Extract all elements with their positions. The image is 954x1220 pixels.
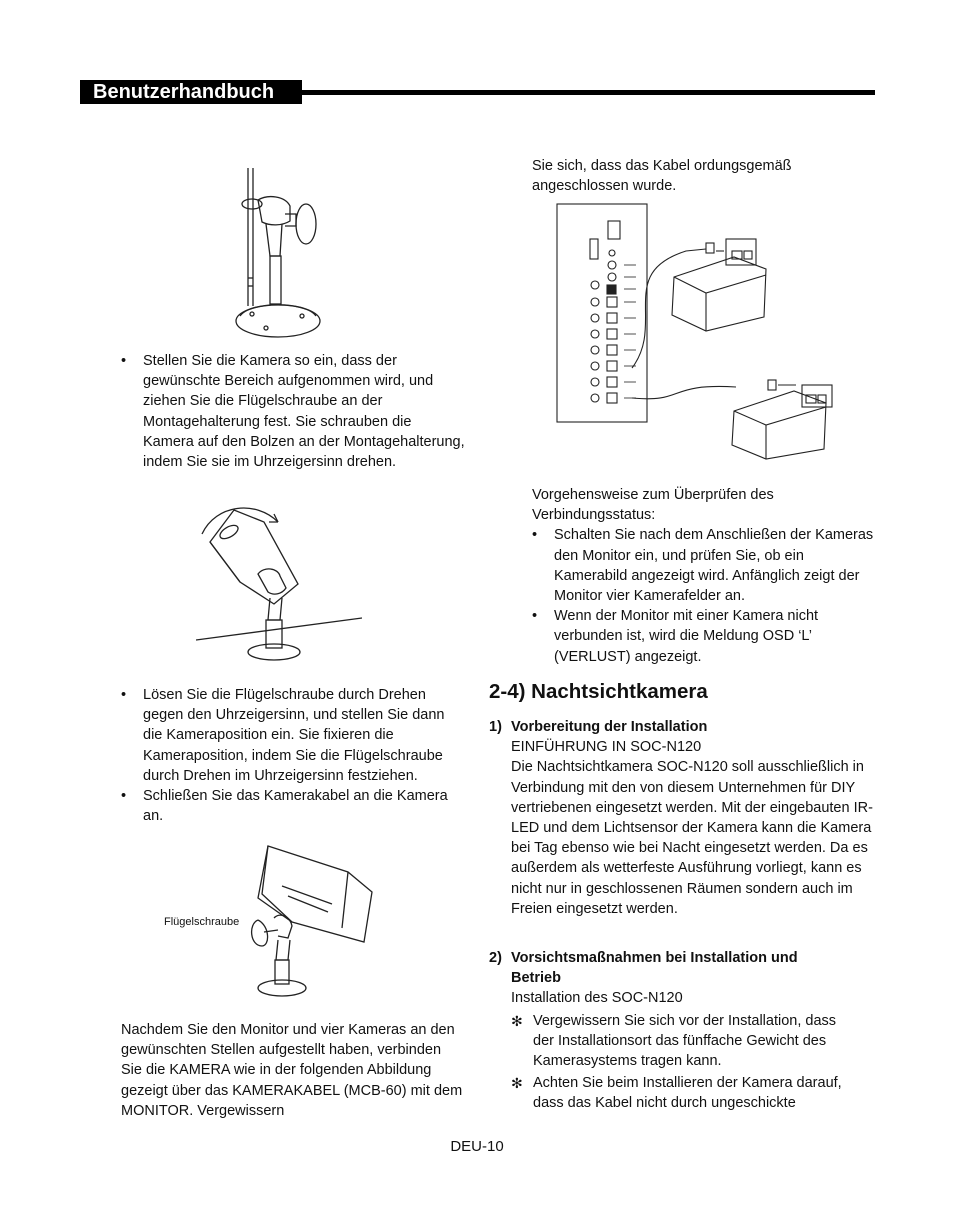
list-item: • Schalten Sie nach dem Anschließen der Kameras den Monitor ein, und prüfen Sie, ob ein Kamerabild angezeigt wird. Anfänglich zeigt der Monitor vier Kamerafelder an. — [532, 525, 877, 606]
cable-check-intro: Sie sich, dass das Kabel ordungsgemäß angeschlossen wurde. — [532, 158, 792, 195]
check-heading: Vorgehensweise zum Überprüfen des Verbindungsstatus: — [532, 487, 774, 524]
subsection-number: 1) — [489, 719, 502, 735]
list-item: • Lösen Sie die Flügelschraube durch Drehen gegen den Uhrzeigersinn, und stellen Sie dann die Kameraposition ein. Sie fixieren die Kameraposition, indem Sie die Flügelschraube durch Drehen im Uhrzeigersinn festziehen. — [121, 685, 466, 786]
list-item: • Schließen Sie das Kamerakabel an die Kamera an. — [121, 786, 466, 826]
bracket-mount-illustration — [230, 166, 330, 341]
connection-paragraph: Nachdem Sie den Monitor und vier Kameras an den gewünschten Stellen aufgestellt haben, verbinden Sie die KAMERA wie in der folgenden Abbildung gezeigt über das KAMERAKABEL (MCB-60) mit dem MONITOR. Vergewissern — [121, 1022, 463, 1119]
section-title: 2-4) Nachtsichtkamera — [489, 680, 708, 703]
camera-rotation-illustration — [196, 502, 362, 664]
list-item: • Stellen Sie die Kamera so ein, dass der gewünschte Bereich aufgenommen wird, und ziehen Sie die Flügelschraube an der Montagehalterung fest. Sie schrauben die Kamera auf den Bolzen an der Montagehalterung, indem Sie sie im Uhrzeigersinn drehen. — [121, 351, 466, 472]
list-item: ✻ Achten Sie beim Installieren der Kamera darauf, dass das Kabel nicht durch ungeschickte — [511, 1073, 856, 1113]
installation-line: Installation des SOC-N120 — [511, 990, 683, 1007]
precautions-list — [511, 1011, 856, 1114]
subsection-heading-1 — [489, 717, 879, 737]
adjustment-instructions-list — [121, 685, 466, 826]
wing-screw-camera-illustration — [244, 842, 378, 1000]
subsection-heading-2 — [489, 948, 879, 988]
list-item: ✻ Vergewissern Sie sich vor der Installation, dass der Installationsort das fünffache Gewicht des Kamerasystems tragen kann. — [511, 1011, 856, 1072]
wing-screw-label: Flügelschraube — [164, 916, 240, 928]
manual-title: Benutzerhandbuch — [80, 80, 302, 104]
subsection-title: Vorbereitung der Installation — [511, 719, 708, 735]
product-description: Die Nachtsichtkamera SOC-N120 soll ausschließlich in Verbindung mit den von diesem Unternehmen für DIY vertriebenen eingesetzt werden. Mit der eingebauten IR-LED und dem Lichtsensor der Kamera kann die Kamera bei Tag ebenso wie bei Nacht eingesetzt werden. Da es außerdem als wetterfeste Ausführung vorliegt, kann es nicht nur in geschlossenen Räumen sondern auch im Freien eingesetzt werden. — [511, 759, 873, 917]
page-number: DEU-10 — [450, 1138, 504, 1155]
mounting-instructions-list — [121, 351, 466, 472]
header-rule — [302, 90, 875, 95]
product-intro-line: EINFÜHRUNG IN SOC-N120 — [511, 739, 702, 756]
check-steps-list — [532, 525, 877, 666]
subsection-title: Vorsichtsmaßnahmen bei Installation und Betrieb — [511, 950, 798, 987]
list-item: • Wenn der Monitor mit einer Kamera nicht verbunden ist, wird die Meldung OSD ‘L’ (VERLUST) angezeigt. — [532, 606, 877, 667]
subsection-number: 2) — [489, 950, 502, 966]
monitor-camera-connection-diagram — [556, 203, 846, 461]
